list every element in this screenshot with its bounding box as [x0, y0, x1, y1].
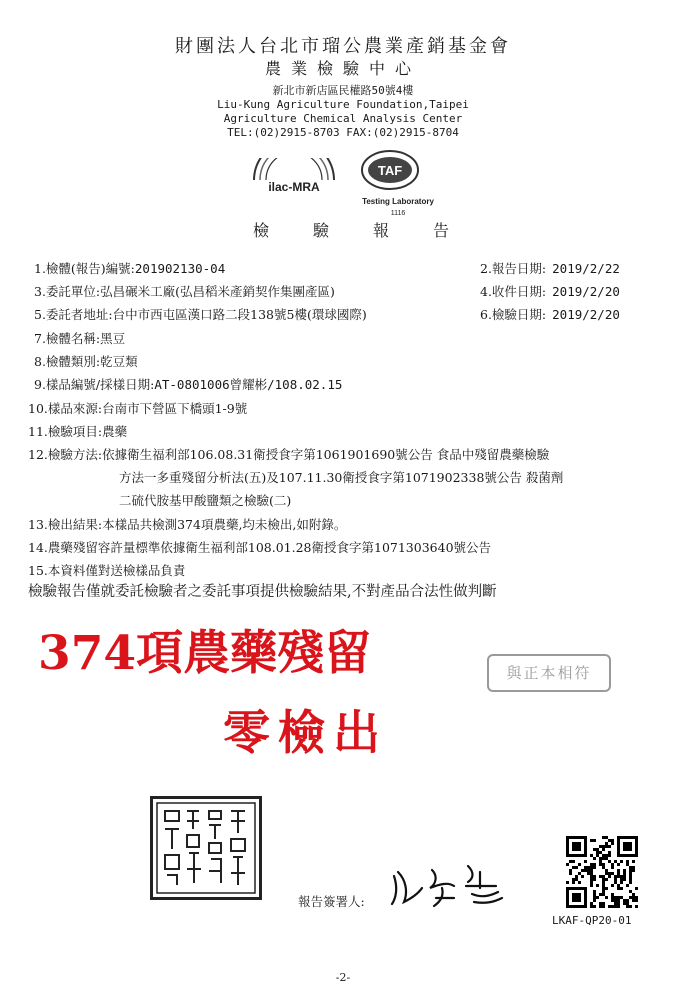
field-label: 1.檢體(報告)編號:: [34, 261, 135, 276]
taf-caption: Testing Laboratory: [362, 197, 434, 206]
taf-logo: [352, 148, 442, 220]
field-test-date: [480, 305, 620, 323]
field-label: 5.委託者地址:: [34, 307, 113, 322]
field-sample-source: [28, 399, 247, 417]
report-title: 檢驗報告: [252, 221, 493, 240]
field-sample-id: [34, 375, 342, 393]
phone-fax: TEL:(02)2915-8703 FAX:(02)2915-8704: [227, 126, 459, 139]
field-value-line1: 依據衛生福利部106.08.31衛授食字第1061901690號公告 食品中殘留農藥檢驗: [102, 447, 550, 462]
field-result: [28, 515, 346, 533]
field-sample-number: [34, 259, 225, 277]
field-received-date: [480, 282, 620, 300]
field-client-address: [34, 305, 367, 323]
field-label: 9.樣品編號/採樣日期:: [34, 377, 155, 392]
field-label: 8.檢體類別:: [34, 354, 101, 369]
field-sample-name: [34, 329, 125, 347]
handwritten-signature: [384, 858, 524, 910]
field-label: 12.檢驗方法:: [28, 447, 103, 462]
page-number: -2-: [335, 971, 351, 984]
field-test-method-line3: 二硫代胺基甲酸鹽類之檢驗(二): [119, 493, 292, 508]
field-value: 台南市下營區下橋頭1-9號: [102, 401, 248, 416]
field-report-date: [480, 259, 620, 277]
field-label: 11.檢驗項目:: [28, 424, 103, 439]
field-label: 13.檢出結果:: [28, 517, 103, 532]
field-responsibility: 15.本資料僅對送檢樣品負責: [28, 563, 186, 578]
ilac-mra-logo: [248, 158, 340, 204]
taf-number: 1116: [390, 210, 406, 217]
qr-code: [566, 836, 638, 908]
field-test-method: [28, 445, 549, 463]
field-test-method-line2: 方法一多重殘留分析法(五)及107.11.30衛授食字第1071902338號公告 殺菌劑: [119, 470, 564, 485]
field-value: 弘昌碾米工廠(弘昌稻米產銷契作集團產區): [100, 284, 335, 299]
foundation-name: 財團法人台北市瑠公農業產銷基金會: [175, 36, 511, 57]
certified-copy-stamp: 與正本相符: [487, 654, 611, 692]
ilac-text: ilac-MRA: [268, 180, 320, 194]
disclaimer: 檢驗報告僅就委託檢驗者之委託事項提供檢驗結果,不對產品合法性做判斷: [28, 584, 497, 600]
field-value: 2019/2/20: [552, 307, 620, 322]
field-label: 2.報告日期:: [480, 261, 547, 276]
address-cn: 新北市新店區民權路50號4樓: [272, 84, 414, 97]
signer-label: 報告簽署人:: [298, 894, 365, 909]
field-label: 7.檢體名稱:: [34, 331, 101, 346]
field-value: 黑豆: [100, 331, 126, 346]
highlight-line1: 374項農藥殘留: [38, 626, 372, 681]
field-value: 農藥: [102, 424, 128, 439]
field-label: 6.檢驗日期:: [480, 307, 547, 322]
official-seal: [150, 796, 262, 900]
document-code: LKAF-QP20-01: [552, 914, 632, 927]
field-label: 3.委託單位:: [34, 284, 101, 299]
field-client: [34, 282, 335, 300]
field-value: 201902130-04: [134, 261, 226, 276]
address-en-line2: Agriculture Chemical Analysis Center: [223, 112, 463, 125]
address-en-line1: Liu-Kung Agriculture Foundation,Taipei: [217, 98, 469, 111]
field-test-items: [28, 422, 127, 440]
center-name: 農業檢驗中心: [264, 59, 421, 78]
field-label: 4.收件日期:: [480, 284, 547, 299]
field-value: 本樣品共檢測374項農藥,均未檢出,如附錄。: [102, 517, 347, 532]
field-value: 台中市西屯區漢口路二段138號5樓(環球國際): [112, 307, 367, 322]
field-tolerance-standard: 14.農藥殘留容許量標準依據衛生福利部108.01.28衛授食字第1071303640號公告: [28, 540, 492, 555]
field-value: AT-0801006曾耀彬/108.02.15: [154, 377, 343, 392]
field-label: 10.樣品來源:: [28, 401, 103, 416]
field-sample-category: [34, 352, 138, 370]
field-value: 乾豆類: [100, 354, 138, 369]
field-value: 2019/2/20: [552, 284, 620, 299]
field-value: 2019/2/22: [552, 261, 620, 276]
taf-text: TAF: [377, 163, 403, 178]
highlight-line2: 零檢出: [223, 706, 388, 761]
